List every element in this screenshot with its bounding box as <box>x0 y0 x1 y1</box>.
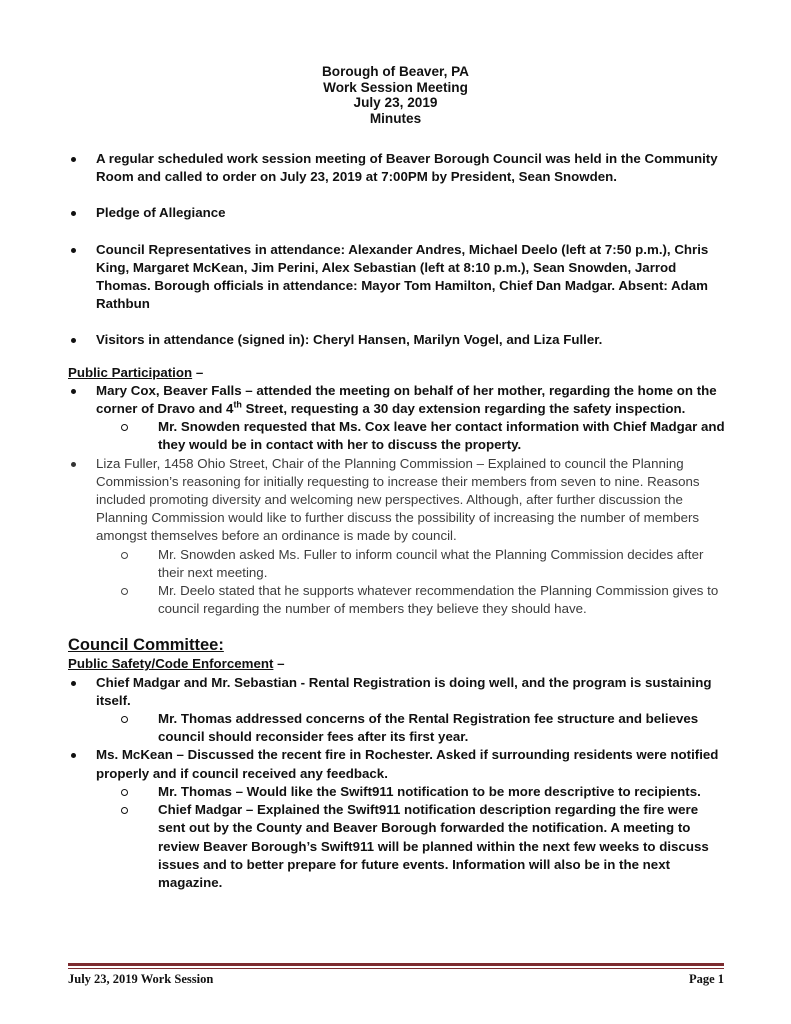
public-safety-title: Public Safety/Code Enforcement <box>68 656 274 672</box>
public-participation-heading <box>68 364 728 382</box>
list-subitem: Mr. Snowden asked Ms. Fuller to inform council what the Planning Commission decides after their next meeting. <box>121 546 728 582</box>
header-line-1: Borough of Beaver, PA <box>321 64 470 79</box>
header-line-3: July 23, 2019 <box>353 95 438 110</box>
header-line-4: Minutes <box>369 110 422 126</box>
mary-cox-text-pre: Mary Cox, Beaver Falls – attended the meeting on behalf of her mother, regarding the home on the corner of Dravo and 4 <box>96 382 717 417</box>
footer-meeting-label: July 23, 2019 Work Session <box>68 972 214 986</box>
list-subitem: Mr. Deelo stated that he supports whatever recommendation the Planning Commission gives to council regarding the number of members they believe they should have. <box>121 582 728 618</box>
footer-divider-thin <box>68 968 724 969</box>
footer-page-number: Page 1 <box>688 972 724 986</box>
list-item: Liza Fuller, 1458 Ohio Street, Chair of the Planning Commission – Explained to council the Planning Commission’s reasoning for initially requesting to increase their members from seven to nine. Reasons included promoting diversity and welcoming new perspectives. Although, after further discussion the Planning Commission would like to further discuss the possibility of increasing the number of members amongst themselves before an ordinance is made by council. <box>68 455 728 546</box>
list-item: Ms. McKean – Discussed the recent fire in Rochester. Asked if surrounding residents were notified properly and if council received any feedback. <box>68 746 728 782</box>
public-participation-dash: – <box>192 364 204 380</box>
public-safety-list <box>68 674 728 892</box>
footer-divider-thick <box>68 963 724 966</box>
public-safety-heading <box>68 655 728 673</box>
list-subitem: Mr. Thomas – Would like the Swift911 notification to be more descriptive to recipients. <box>121 783 728 801</box>
public-participation-title: Public Participation <box>68 364 193 380</box>
list-subitem: Chief Madgar – Explained the Swift911 notification description regarding the fire were sent out by the County and Beaver Borough forwarded the notification. A meeting to review Beaver Borough’s Swift911 will be planned within the next few weeks to discuss issues and to better prepare for future events. Information will also be in the next magazine. <box>121 801 728 892</box>
header-line-2: Work Session Meeting <box>323 79 468 95</box>
public-safety-dash: – <box>273 656 285 672</box>
list-item <box>68 382 728 418</box>
list-subitem: Mr. Thomas addressed concerns of the Rental Registration fee structure and believes council should reconsider fees after its first year. <box>121 710 728 746</box>
attendance-item: Council Representatives in attendance: Alexander Andres, Michael Deelo (left at 7:50 p.m.), Chris King, Margaret McKean, Jim Perini, Alex Sebastian (left at 8:10 p.m.), Sean Snowden, Jarrod Thomas. Borough officials in attendance: Mayor Tom Hamilton, Chief Dan Madgar. Absent: Adam Rathbun <box>68 241 728 314</box>
mary-cox-text-post: Street, requesting a 30 day extension regarding the safety inspection. <box>241 401 686 417</box>
pledge-item: Pledge of Allegiance <box>68 204 728 222</box>
intro-list <box>68 150 728 350</box>
council-committee-title: Council Committee: <box>68 636 224 655</box>
document-header <box>0 64 791 126</box>
list-item: Chief Madgar and Mr. Sebastian - Rental Registration is doing well, and the program is sustaining itself. <box>68 674 728 710</box>
public-participation-list <box>68 382 728 619</box>
visitors-item: Visitors in attendance (signed in): Cheryl Hansen, Marilyn Vogel, and Liza Fuller. <box>68 331 728 349</box>
ordinal-suffix: th <box>233 399 242 410</box>
document-body <box>68 150 728 892</box>
list-subitem: Mr. Snowden requested that Ms. Cox leave her contact information with Chief Madgar and they would be in contact with her to discuss the property. <box>121 418 728 454</box>
call-to-order-item: A regular scheduled work session meeting of Beaver Borough Council was held in the Community Room and called to order on July 23, 2019 at 7:00PM by President, Sean Snowden. <box>68 150 728 186</box>
